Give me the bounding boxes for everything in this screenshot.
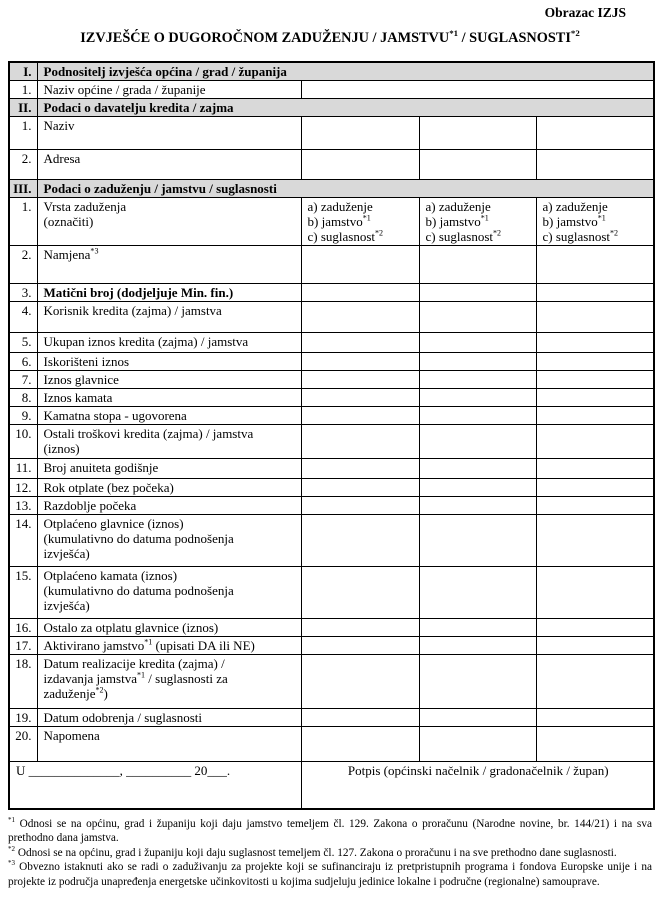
- input-cell[interactable]: [536, 284, 654, 302]
- row-label: Adresa: [37, 150, 301, 180]
- table-row: [9, 727, 654, 762]
- section-title: Podaci o davatelju kredita / zajma: [37, 99, 654, 117]
- input-cell[interactable]: [419, 353, 536, 371]
- input-cell[interactable]: [536, 459, 654, 479]
- table-row: [9, 637, 654, 655]
- title-footnote-ref-1: *1: [449, 28, 459, 39]
- row-label: Napomena: [37, 727, 301, 762]
- row-label: Namjena$^{*3}$: [37, 246, 301, 284]
- footnote-marker: *1: [8, 815, 15, 824]
- row-label: Ukupan iznos kredita (zajma) / jamstva: [37, 333, 301, 353]
- input-cell[interactable]: [419, 637, 536, 655]
- table-row: [9, 302, 654, 333]
- table-row: [9, 333, 654, 353]
- row-label: Datum realizacije kredita (zajma) / izdavanja jamstva$^{*1}$ / suglasnosti za zaduženje$^{*2}$): [37, 655, 301, 709]
- row-label: Matični broj (dodjeljuje Min. fin.): [37, 284, 301, 302]
- input-cell[interactable]: [419, 479, 536, 497]
- section-header-row: [9, 99, 654, 117]
- form-code: Obrazac IZJS: [544, 5, 626, 20]
- row-number: 15.: [9, 567, 37, 619]
- table-row: [9, 353, 654, 371]
- footnote: $^{*3}$ Obvezno istaknuti ako se radi o zaduživanju za projekte koji se sufinanciraju iz pretpristupnih programa i fondova Europske unije i na projekte iz područja unapređenja energetske učinkovitosti u kojima sudjeluju jedinice lokalne i područne (regionalne) samouprave.: [8, 859, 652, 888]
- input-cell[interactable]: [536, 150, 654, 180]
- input-cell[interactable]: [301, 655, 419, 709]
- type-option: a) zaduženje: [542, 199, 608, 214]
- input-cell[interactable]: [419, 407, 536, 425]
- row-number: 2.: [9, 246, 37, 284]
- footnote-ref: *1: [597, 213, 606, 223]
- input-cell[interactable]: [301, 389, 419, 407]
- input-cell[interactable]: [536, 709, 654, 727]
- row-number: 6.: [9, 353, 37, 371]
- row-number: 9.: [9, 407, 37, 425]
- input-cell[interactable]: [419, 497, 536, 515]
- row-label: Kamatna stopa - ugovorena: [37, 407, 301, 425]
- footnote-ref: *1: [144, 637, 153, 647]
- input-cell[interactable]: [301, 81, 654, 99]
- input-cell[interactable]: [536, 567, 654, 619]
- row-label: Otplaćeno kamata (iznos) (kumulativno do datuma podnošenja izvješća): [37, 567, 301, 619]
- input-cell[interactable]: [536, 479, 654, 497]
- footnote-ref: *1: [362, 213, 371, 223]
- page-title: [0, 29, 660, 47]
- table-row: [9, 515, 654, 567]
- row-label: Ostalo za otplatu glavnice (iznos): [37, 619, 301, 637]
- section-number: I.: [9, 62, 37, 81]
- input-cell[interactable]: [419, 246, 536, 284]
- row-number: 11.: [9, 459, 37, 479]
- row-label: Iznos kamata: [37, 389, 301, 407]
- input-cell[interactable]: [536, 515, 654, 567]
- section-title: Podnositelj izvješća općina / grad / županija: [37, 62, 654, 81]
- input-cell[interactable]: [536, 727, 654, 762]
- input-cell[interactable]: [301, 459, 419, 479]
- input-cell[interactable]: [536, 333, 654, 353]
- input-cell[interactable]: [419, 655, 536, 709]
- input-cell[interactable]: [419, 302, 536, 333]
- row-label: Razdoblje počeka: [37, 497, 301, 515]
- table-row: [9, 567, 654, 619]
- input-cell[interactable]: [419, 150, 536, 180]
- input-cell[interactable]: [301, 497, 419, 515]
- row-label: Korisnik kredita (zajma) / jamstva: [37, 302, 301, 333]
- table-row: [9, 407, 654, 425]
- input-cell[interactable]: [536, 425, 654, 459]
- input-cell[interactable]: [536, 371, 654, 389]
- footnotes: [8, 817, 652, 890]
- row-number: 16.: [9, 619, 37, 637]
- input-cell[interactable]: [419, 371, 536, 389]
- input-cell[interactable]: [536, 117, 654, 150]
- row-label: Broj anuiteta godišnje: [37, 459, 301, 479]
- footnote-ref: *2: [375, 228, 384, 238]
- table-row: [9, 459, 654, 479]
- input-cell[interactable]: [419, 567, 536, 619]
- input-cell[interactable]: [536, 637, 654, 655]
- input-cell[interactable]: [536, 353, 654, 371]
- type-option: b) jamstvo$^{*1}$: [425, 213, 489, 229]
- type-option: c) suglasnost$^{*2}$: [307, 228, 384, 244]
- table-row: [9, 81, 654, 99]
- table-row: [9, 655, 654, 709]
- input-cell[interactable]: [301, 515, 419, 567]
- table-row: [9, 389, 654, 407]
- table-row: [9, 709, 654, 727]
- footnote: $^{*2}$ Odnosi se na općinu, grad i županiju koji daju suglasnost temeljem čl. 127. Zakona o proračunu i na sve prethodno dane suglasnosti.: [8, 844, 617, 859]
- type-option: b) jamstvo$^{*1}$: [542, 213, 606, 229]
- row-number: 7.: [9, 371, 37, 389]
- table-row: [9, 284, 654, 302]
- row-label: Otplaćeno glavnice (iznos) (kumulativno do datuma podnošenja izvješća): [37, 515, 301, 567]
- input-cell[interactable]: [301, 425, 419, 459]
- row-number: 3.: [9, 284, 37, 302]
- input-cell[interactable]: [536, 497, 654, 515]
- input-cell[interactable]: [536, 619, 654, 637]
- row-label: Naziv općine / grada / županije: [37, 81, 301, 99]
- input-cell[interactable]: [419, 709, 536, 727]
- row-label: Datum odobrenja / suglasnosti: [37, 709, 301, 727]
- input-cell[interactable]: [301, 479, 419, 497]
- row-label: Ostali troškovi kredita (zajma) / jamstva (iznos): [37, 425, 301, 459]
- section-number: III.: [9, 180, 37, 198]
- input-cell[interactable]: [301, 371, 419, 389]
- input-cell[interactable]: [301, 302, 419, 333]
- signature-caption: Potpis (općinski načelnik / gradonačelnik / župan): [301, 762, 654, 809]
- title-footnote-ref-2: *2: [570, 28, 580, 39]
- input-cell[interactable]: [301, 353, 419, 371]
- section-header-row: [9, 180, 654, 198]
- footnote-ref: *2: [493, 228, 502, 238]
- table-row: [9, 425, 654, 459]
- input-cell[interactable]: [419, 727, 536, 762]
- row-number: 13.: [9, 497, 37, 515]
- row-number: 17.: [9, 637, 37, 655]
- footnote-marker: *2: [8, 844, 15, 853]
- footnote-ref: *2: [610, 228, 619, 238]
- type-option: a) zaduženje: [307, 199, 373, 214]
- type-option: a) zaduženje: [425, 199, 491, 214]
- type-option: c) suglasnost$^{*2}$: [542, 228, 619, 244]
- input-cell[interactable]: [419, 459, 536, 479]
- input-cell[interactable]: [301, 709, 419, 727]
- row-number: 1.: [9, 198, 37, 246]
- row-number: 14.: [9, 515, 37, 567]
- footnote-ref: *1: [137, 670, 146, 680]
- title-text: IZVJEŠĆE O DUGOROČNOM ZADUŽENJU / JAMSTVU: [80, 30, 450, 46]
- input-cell[interactable]: [419, 333, 536, 353]
- input-cell[interactable]: [419, 117, 536, 150]
- row-number: 1.: [9, 81, 37, 99]
- input-cell[interactable]: [301, 246, 419, 284]
- section-header-row: [9, 62, 654, 81]
- input-cell[interactable]: [301, 407, 419, 425]
- report-form-table: [8, 61, 655, 810]
- table-row: [9, 150, 654, 180]
- row-number: 20.: [9, 727, 37, 762]
- row-label: Iskorišteni iznos: [37, 353, 301, 371]
- row-number: 2.: [9, 150, 37, 180]
- input-cell[interactable]: [536, 302, 654, 333]
- table-row: [9, 619, 654, 637]
- input-cell[interactable]: [419, 389, 536, 407]
- table-row: [9, 246, 654, 284]
- footnote: $^{*1}$ Odnosi se na općinu, grad i županiju koji daju jamstvo temeljem čl. 129. Zakona o proračunu (Narodne novine, br. 144/21) i na sva prethodno dana jamstva.: [8, 815, 652, 845]
- row-number: 10.: [9, 425, 37, 459]
- section-number: II.: [9, 99, 37, 117]
- input-cell[interactable]: [301, 150, 419, 180]
- signature-place-date[interactable]: U ______________, __________ 20___.: [9, 762, 301, 809]
- type-options-cell[interactable]: [419, 198, 536, 246]
- table-row: [9, 198, 654, 246]
- row-label: Naziv: [37, 117, 301, 150]
- row-number: 1.: [9, 117, 37, 150]
- input-cell[interactable]: [301, 284, 419, 302]
- section-title: Podaci o zaduženju / jamstvu / suglasnosti: [37, 180, 654, 198]
- footnote-marker: *3: [8, 859, 15, 868]
- type-option: c) suglasnost$^{*2}$: [425, 228, 502, 244]
- input-cell[interactable]: [419, 619, 536, 637]
- table-row: [9, 117, 654, 150]
- footnote-ref: *3: [90, 246, 99, 256]
- title-text: / SUGLASNOSTI: [458, 30, 571, 46]
- input-cell[interactable]: [301, 333, 419, 353]
- row-label: Iznos glavnice: [37, 371, 301, 389]
- input-cell[interactable]: [419, 515, 536, 567]
- input-cell[interactable]: [301, 727, 419, 762]
- input-cell[interactable]: [536, 407, 654, 425]
- type-options-cell[interactable]: [301, 198, 419, 246]
- row-number: 19.: [9, 709, 37, 727]
- type-options-cell[interactable]: [536, 198, 654, 246]
- table-row: [9, 371, 654, 389]
- input-cell[interactable]: [301, 637, 419, 655]
- input-cell[interactable]: [301, 567, 419, 619]
- input-cell[interactable]: [536, 389, 654, 407]
- table-row: [9, 497, 654, 515]
- row-number: 8.: [9, 389, 37, 407]
- signature-row: [9, 762, 654, 809]
- input-cell[interactable]: [301, 117, 419, 150]
- row-number: 12.: [9, 479, 37, 497]
- footnote-ref: *1: [480, 213, 489, 223]
- row-number: 18.: [9, 655, 37, 709]
- input-cell[interactable]: [301, 619, 419, 637]
- input-cell[interactable]: [536, 246, 654, 284]
- table-row: [9, 479, 654, 497]
- row-label: Rok otplate (bez počeka): [37, 479, 301, 497]
- input-cell[interactable]: [536, 655, 654, 709]
- row-label: Aktivirano jamstvo$^{*1}$ (upisati DA ili NE): [37, 637, 301, 655]
- footnote-ref: *2: [95, 685, 104, 695]
- type-option: b) jamstvo$^{*1}$: [307, 213, 371, 229]
- input-cell[interactable]: [419, 284, 536, 302]
- row-label: Vrsta zaduženja (označiti): [37, 198, 301, 246]
- input-cell[interactable]: [419, 425, 536, 459]
- row-number: 4.: [9, 302, 37, 333]
- row-number: 5.: [9, 333, 37, 353]
